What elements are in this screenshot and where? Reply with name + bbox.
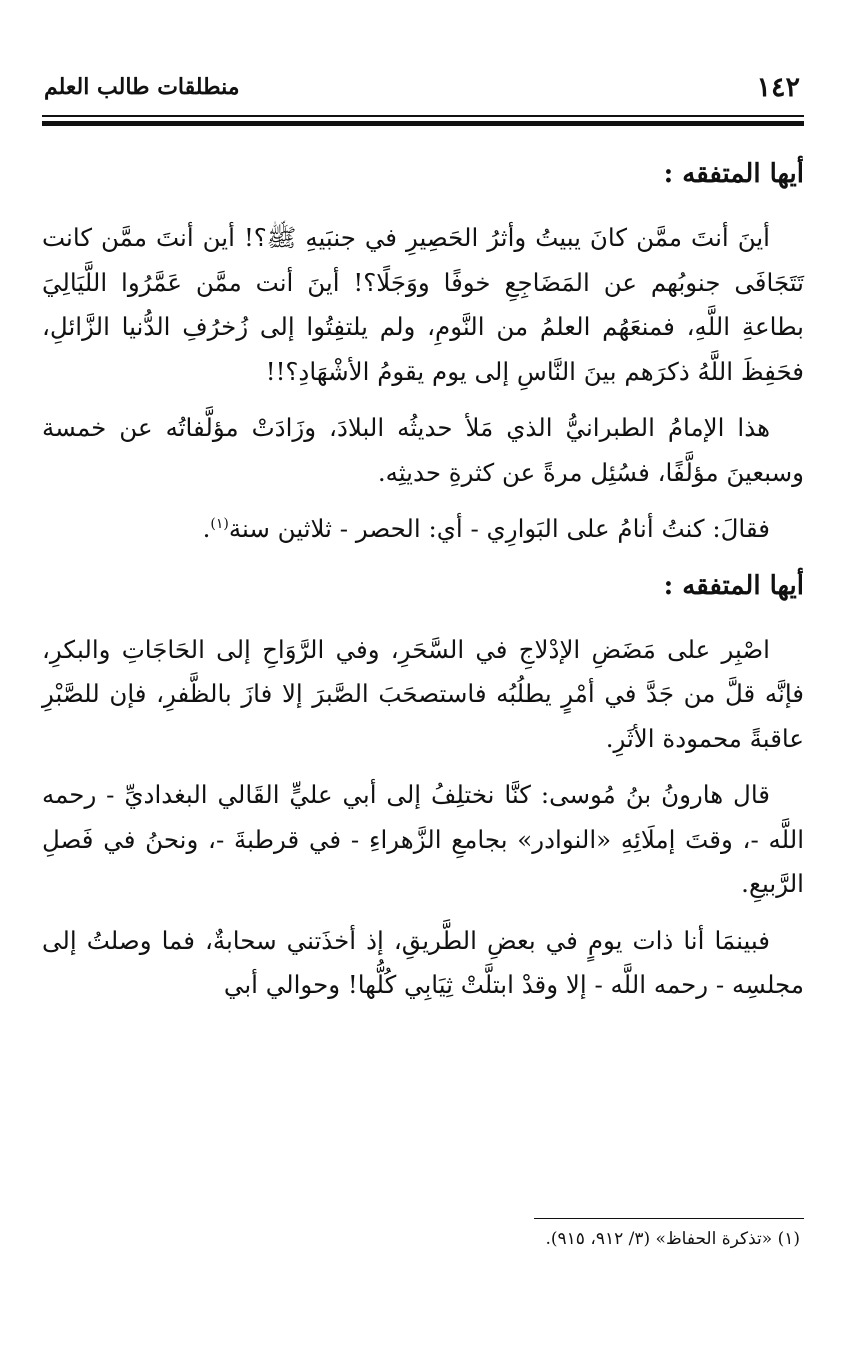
header-rule-thick: [42, 121, 804, 126]
paragraph: أينَ أنتَ ممَّن كانَ يبيتُ وأثرُ الحَصِيرِ في جنبَيهِ ﷺ؟! أين أنتَ ممَّن كانت تَتَجَافَى جنوبُهم عن المَضَاجِعِ خوفًا ووَجَلًا؟! أينَ أنت ممَّن عَمَّرُوا اللَّيَالِيَ بطاعةِ اللَّهِ، فمنعَهُم العلمُ من النَّومِ، ولم يلتفِتُوا إلى زُخرُفِ الدُّنيا الزَّائلِ، فحَفِظَ اللَّهُ ذكرَهم بينَ النَّاسِ إلى يوم يقومُ الأشْهَادِ؟!!: [42, 223, 804, 386]
page-body: [42, 152, 804, 1020]
section-heading: أيها المتفقه :: [663, 159, 804, 189]
footnote-marker: (١): [210, 515, 229, 532]
paragraph-text: فقالَ: كنتُ أنامُ على البَوارِي - أي: الحصر - ثلاثين سنة: [228, 514, 770, 543]
footnote: (١) «تذكرة الحفاظ» (٣/ ٩١٢، ٩١٥).: [545, 1229, 800, 1249]
book-page: [42, 0, 804, 1347]
paragraph: قال هارونُ بنُ مُوسى: كنَّا نختلِفُ إلى أبي عليٍّ القَالي البغداديِّ - رحمه اللَّه -، وقتَ إملَائِهِ «النوادر» بجامعِ الزَّهراءِ - في قرطبةَ -، ونحنُ في فَصلِ الرَّبيعِ.: [42, 780, 804, 898]
header-rule-thin: [42, 115, 804, 117]
book-title: منطلقات طالب العلم: [44, 74, 240, 100]
page-number: ١٤٢: [756, 72, 800, 103]
section-heading: أيها المتفقه :: [663, 570, 804, 601]
poem-verse: اصْبِر على مَضَضِ الإدْلاجِ في السَّحَرِ، وفي الرَّوَاحِ إلى الحَاجَاتِ والبكرِ، فإنَّه قلَّ من جَدَّ في أمْرٍ يطلُبُه فاستصحَبَ الصَّبرَ إلا فازَ بالظَّفرِ، فإن للصَّبْرِ عاقبةً محمودة الأثَرِ.: [42, 634, 804, 753]
paragraph: [42, 507, 804, 552]
paragraph: هذا الإمامُ الطبرانيُّ الذي مَلأ حديثُه البلادَ، وزَادَتْ مؤلَّفاتُه عن خمسة وسبعينَ مؤلَّفًا، فسُئِل مرةً عن كثرةِ حديثِه.: [42, 413, 804, 487]
running-head: [42, 70, 804, 110]
paragraph-end: .: [202, 514, 211, 543]
footnote-rule: [534, 1218, 804, 1219]
paragraph: فبينمَا أنا ذات يومٍ في بعضِ الطَّريقِ، إذ أخذَتني سحابةٌ، فما وصلتُ إلى مجلسِه - رحمه اللَّه - إلا وقدْ ابتلَّتْ ثِيَابِي كُلُّها! وحوالي أبي: [42, 925, 804, 999]
